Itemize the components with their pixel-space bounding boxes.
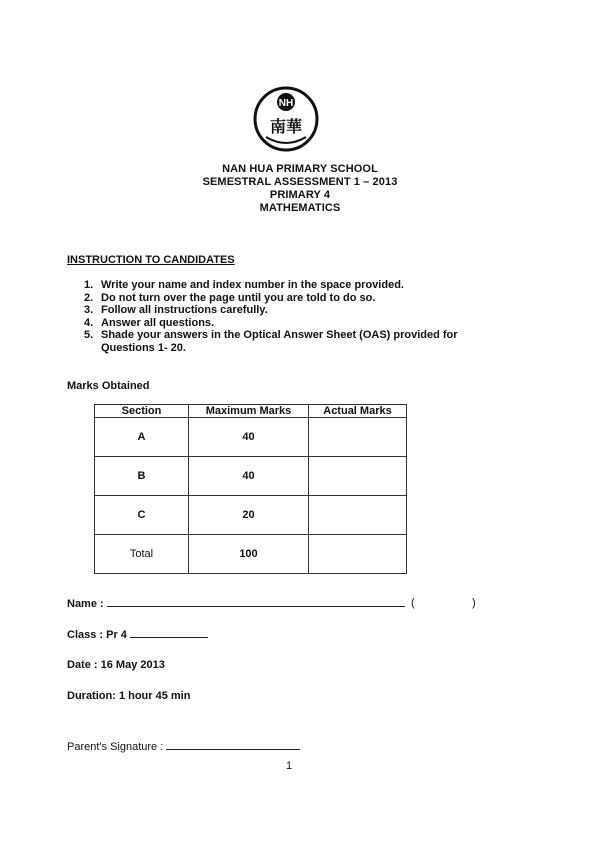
max-marks-cell: 20: [189, 496, 309, 535]
max-marks-cell: 40: [189, 418, 309, 457]
signature-field: [67, 740, 300, 753]
actual-marks-cell[interactable]: [309, 418, 407, 457]
section-cell: C: [95, 496, 189, 535]
actual-marks-cell[interactable]: [309, 535, 407, 574]
instruction-item: 5. Shade your answers in the Optical Answer Sheet (OAS) provided for Questions 1- 20.: [84, 329, 458, 354]
duration-field: Duration: 1 hour 45 min: [67, 690, 191, 702]
instruction-item: 4. Answer all questions.: [84, 316, 215, 329]
instruction-item: 2. Do not turn over the page until you are told to do so.: [84, 291, 376, 304]
name-field: [67, 597, 405, 610]
table-row: [95, 418, 407, 457]
signature-input-line[interactable]: [166, 740, 300, 750]
marks-table-header: [95, 405, 407, 418]
school-name: NAN HUA PRIMARY SCHOOL: [222, 163, 378, 175]
table-row: [95, 457, 407, 496]
table-row: [95, 496, 407, 535]
section-cell: B: [95, 457, 189, 496]
date-field: Date : 16 May 2013: [67, 659, 165, 671]
index-close-paren: ): [472, 597, 476, 609]
marks-table: [94, 404, 407, 574]
exam-subject: MATHEMATICS: [259, 202, 341, 214]
page-number: 1: [285, 760, 293, 772]
table-row: [95, 535, 407, 574]
marks-obtained-label: Marks Obtained: [67, 380, 150, 392]
max-marks-cell: 40: [189, 457, 309, 496]
actual-marks-cell[interactable]: [309, 496, 407, 535]
exam-level: PRIMARY 4: [269, 189, 331, 201]
actual-marks-cell[interactable]: [309, 457, 407, 496]
class-field: [67, 628, 208, 641]
exam-title: SEMESTRAL ASSESSMENT 1 – 2013: [202, 176, 398, 188]
class-label: Class : Pr 4: [67, 629, 127, 641]
section-cell: A: [95, 418, 189, 457]
signature-label: Parent's Signature :: [67, 741, 164, 753]
svg-text:南華: 南華: [269, 117, 303, 136]
instructions-title: INSTRUCTION TO CANDIDATES: [67, 254, 235, 266]
class-input-line[interactable]: [130, 628, 208, 638]
instruction-item: 1. Write your name and index number in the space provided.: [84, 279, 404, 291]
school-logo: [252, 85, 320, 153]
instructions-list: [84, 279, 461, 355]
svg-text:NH: NH: [278, 98, 294, 109]
name-input-line[interactable]: [107, 597, 405, 607]
header-maximum-marks: Maximum Marks: [189, 405, 309, 418]
exam-header: [0, 163, 600, 215]
school-crest-icon: [252, 85, 320, 153]
header-section: Section: [95, 405, 189, 418]
max-marks-cell: 100: [189, 535, 309, 574]
header-actual-marks: Actual Marks: [309, 405, 407, 418]
section-cell: Total: [95, 535, 189, 574]
instruction-item: 3. Follow all instructions carefully.: [84, 304, 268, 317]
name-label: Name :: [67, 598, 104, 610]
index-open-paren: (: [411, 597, 415, 609]
